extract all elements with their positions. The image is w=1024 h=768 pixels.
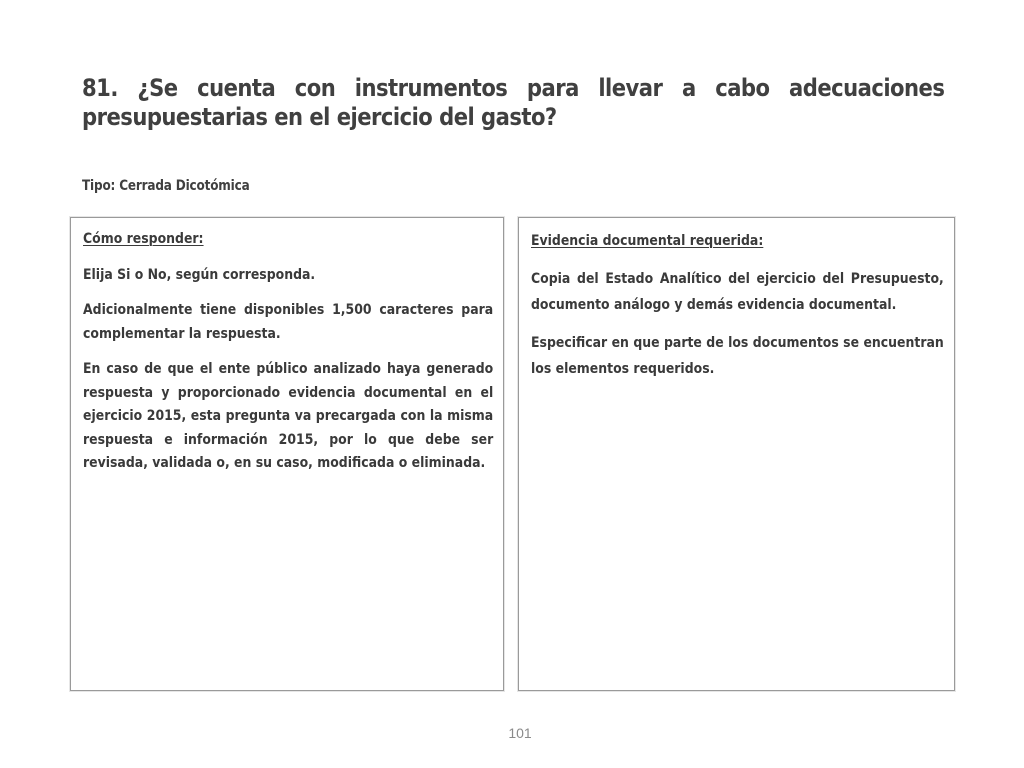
required-evidence-panel <box>518 217 955 691</box>
evidence-paragraph: Copia del Estado Analítico del ejercicio del Presupuesto, documento análogo y demás evidencia documental. <box>531 271 944 313</box>
question-title-line-1: 81. ¿Se cuenta con instrumentos para llevar a cabo adecuaciones <box>82 74 945 102</box>
instruction-paragraph: En caso de que el ente público analizado haya generado respuesta y proporcionado evidencia documental en el ejercicio 2015, esta pregunta va precargada con la misma respuesta e información 2015, por lo que debe ser revisada, validada o, en su caso, modificada o eliminada. <box>83 361 494 471</box>
question-title-line-2: presupuestarias en el ejercicio del gasto? <box>82 103 557 131</box>
instruction-paragraph: Adicionalmente tiene disponibles 1,500 caracteres para complementar la respuesta. <box>83 302 494 342</box>
required-evidence-heading: Evidencia documental requerida: <box>531 233 764 249</box>
how-to-answer-panel <box>70 217 504 691</box>
page-number: 101 <box>508 725 532 741</box>
instruction-paragraph: Elija Si o No, según corresponda. <box>83 266 316 283</box>
question-title <box>82 74 944 132</box>
how-to-answer-heading: Cómo responder: <box>83 231 204 247</box>
evidence-paragraph: Especificar en que parte de los documentos se encuentran los elementos requeridos. <box>531 335 944 377</box>
question-type: Tipo: Cerrada Dicotómica <box>82 178 250 194</box>
